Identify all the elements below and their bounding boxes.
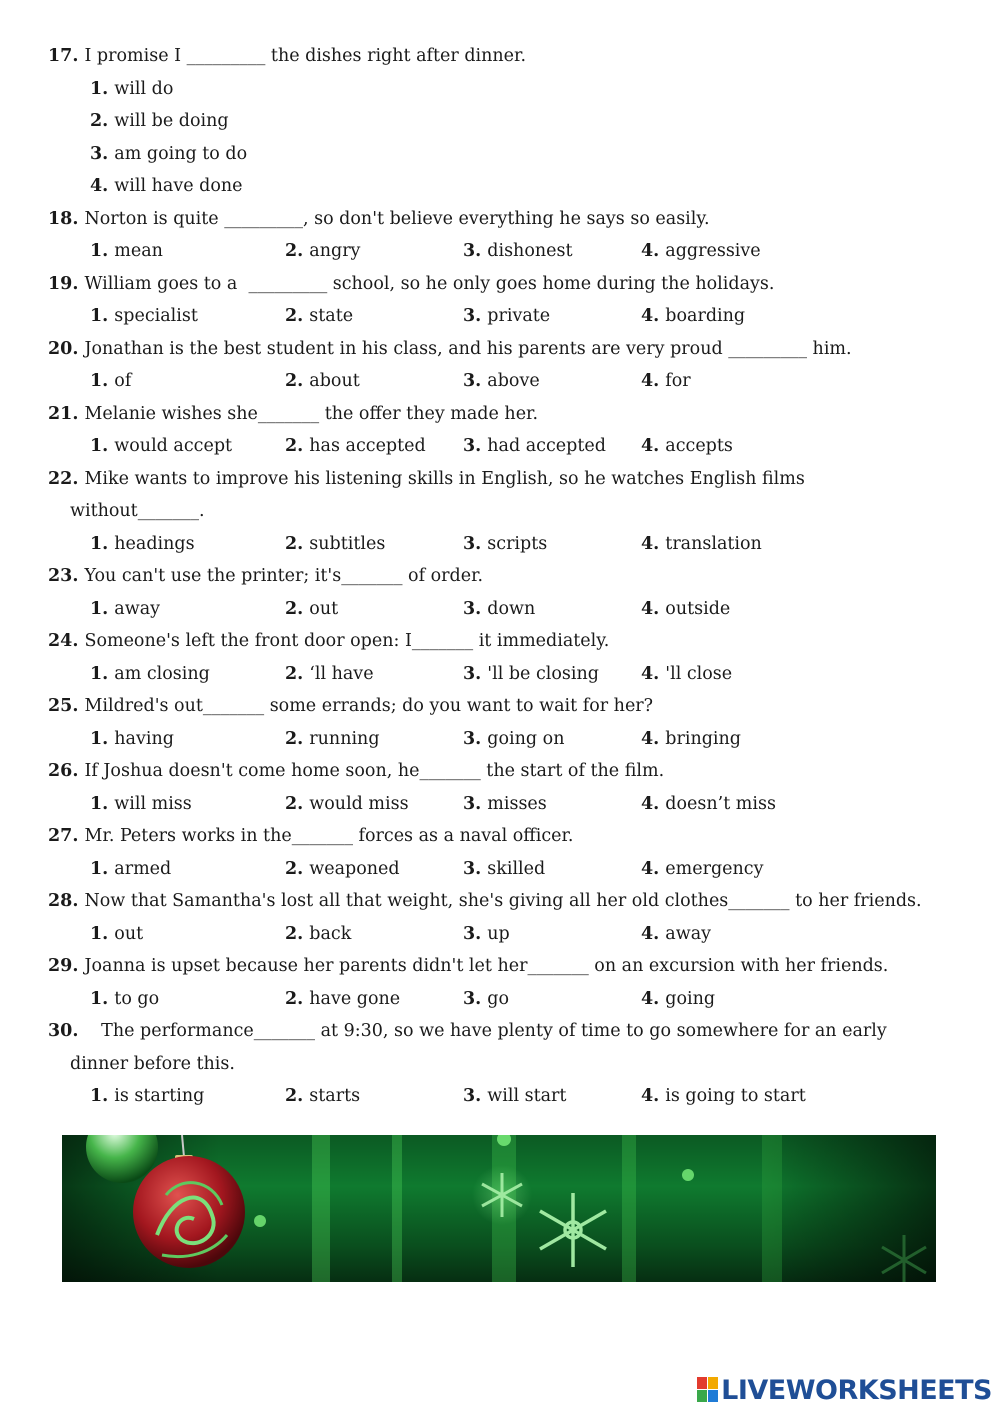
- option-number: 3.: [463, 598, 482, 619]
- option-text: am closing: [114, 663, 210, 684]
- option-number: 1.: [90, 793, 109, 814]
- question-text: [48, 955, 888, 977]
- option-number: 1.: [90, 533, 109, 554]
- option-text: mean: [114, 241, 163, 261]
- question-text-continued: [70, 1053, 235, 1075]
- option-number: 4.: [641, 793, 660, 814]
- option-number: 2.: [285, 241, 304, 261]
- option-text: to go: [114, 988, 160, 1009]
- option-text: of: [114, 371, 132, 391]
- brand-name: LIVEWORKSHEETS: [721, 1374, 992, 1406]
- option-number: 4.: [641, 923, 660, 944]
- option-number: 1.: [90, 728, 109, 749]
- question-number: 19.: [48, 273, 79, 294]
- option-number: 1.: [90, 663, 109, 684]
- question-text: [48, 1020, 887, 1042]
- light-streaks: [312, 1135, 782, 1282]
- option-number: 4.: [641, 533, 660, 554]
- option-text: down: [487, 598, 536, 619]
- option-text: has accepted: [309, 436, 426, 456]
- snowflake-icon: [882, 1235, 926, 1282]
- banner-art: [62, 1135, 936, 1282]
- answer-option[interactable]: [463, 240, 573, 262]
- option-text: is going to start: [665, 1086, 806, 1106]
- answer-option[interactable]: [463, 793, 547, 815]
- answer-option[interactable]: [90, 78, 173, 100]
- option-text: armed: [114, 858, 172, 879]
- option-text: ‘ll have: [309, 663, 374, 684]
- liveworksheets-logo: [697, 1373, 992, 1407]
- option-text: starts: [309, 1086, 361, 1106]
- option-number: 2.: [285, 793, 304, 814]
- option-text: accepts: [665, 436, 733, 456]
- option-text: am going to do: [114, 143, 248, 164]
- option-number: 2.: [285, 858, 304, 879]
- option-text: emergency: [665, 858, 764, 879]
- option-number: 3.: [463, 436, 482, 456]
- option-number: 3.: [463, 858, 482, 879]
- answer-option[interactable]: [641, 858, 763, 880]
- option-number: 2.: [285, 663, 304, 684]
- option-number: 3.: [90, 143, 109, 164]
- option-text: away: [665, 923, 712, 944]
- question-number: 23.: [48, 566, 79, 586]
- option-number: 3.: [463, 241, 482, 261]
- answer-option[interactable]: [641, 663, 732, 685]
- question-stem: The performance_______ at 9:30, so we have plenty of time to go somewhere for an early: [84, 1021, 887, 1041]
- question-text: [48, 468, 805, 490]
- question-number: 28.: [48, 891, 79, 911]
- option-number: 1.: [90, 78, 109, 99]
- option-text: will start: [487, 1086, 567, 1106]
- answer-option[interactable]: [90, 305, 198, 327]
- option-text: outside: [665, 598, 731, 619]
- answer-option[interactable]: [285, 598, 338, 620]
- option-number: 1.: [90, 306, 109, 326]
- option-number: 2.: [285, 923, 304, 944]
- answer-option[interactable]: [285, 533, 385, 555]
- answer-option[interactable]: [90, 175, 243, 197]
- answer-option[interactable]: [285, 1085, 360, 1107]
- option-number: 4.: [641, 988, 660, 1009]
- option-number: 4.: [641, 598, 660, 619]
- option-text: going on: [487, 728, 565, 749]
- answer-option[interactable]: [285, 240, 360, 262]
- answer-option[interactable]: [90, 728, 174, 750]
- option-text: will have done: [114, 176, 243, 196]
- option-number: 1.: [90, 1086, 109, 1106]
- option-number: 2.: [285, 988, 304, 1009]
- option-number: 2.: [285, 306, 304, 326]
- answer-option[interactable]: [90, 793, 192, 815]
- question-number: 29.: [48, 956, 79, 976]
- option-number: 3.: [463, 793, 482, 814]
- option-number: 1.: [90, 371, 109, 391]
- question-stem: Mr. Peters works in the_______ forces as a naval officer.: [84, 826, 574, 846]
- option-number: 3.: [463, 663, 482, 684]
- answer-option[interactable]: [641, 533, 762, 555]
- option-text: out: [114, 923, 144, 944]
- option-text: subtitles: [309, 533, 386, 554]
- option-number: 3.: [463, 533, 482, 554]
- question-stem: I promise I _________ the dishes right after dinner.: [84, 46, 527, 66]
- option-text: specialist: [114, 306, 198, 326]
- answer-option[interactable]: [285, 728, 380, 750]
- option-number: 3.: [463, 728, 482, 749]
- question-number: 26.: [48, 761, 79, 781]
- option-text: boarding: [665, 306, 746, 326]
- option-number: 4.: [641, 728, 660, 749]
- option-text: go: [487, 988, 510, 1009]
- answer-option[interactable]: [463, 923, 510, 945]
- option-number: 2.: [285, 436, 304, 456]
- option-text: weaponed: [309, 858, 400, 879]
- option-text: scripts: [487, 533, 548, 554]
- answer-option[interactable]: [641, 435, 733, 457]
- question-text: [48, 45, 526, 67]
- answer-option[interactable]: [463, 533, 547, 555]
- option-text: out: [309, 598, 339, 619]
- option-text: have gone: [309, 988, 401, 1009]
- option-number: 2.: [285, 728, 304, 749]
- question-number: 25.: [48, 696, 79, 716]
- answer-option[interactable]: [641, 1085, 806, 1107]
- option-text: back: [309, 923, 352, 944]
- question-text: [48, 825, 573, 847]
- answer-option[interactable]: [641, 728, 741, 750]
- question-stem: If Joshua doesn't come home soon, he_______ the start of the film.: [84, 761, 665, 781]
- answer-option[interactable]: [285, 663, 374, 685]
- option-text: angry: [309, 241, 361, 261]
- question-stem: Norton is quite _________, so don't believe everything he says so easily.: [84, 208, 710, 229]
- option-number: 3.: [463, 371, 482, 391]
- sparkle-dot: [254, 1215, 266, 1227]
- option-number: 1.: [90, 923, 109, 944]
- question-stem: Now that Samantha's lost all that weight, she's giving all her old clothes_______ to her friends.: [84, 891, 922, 911]
- option-number: 4.: [641, 306, 660, 326]
- option-text: translation: [665, 533, 762, 554]
- question-stem: dinner before this.: [70, 1053, 235, 1074]
- option-text: state: [309, 306, 354, 326]
- option-text: would miss: [309, 793, 409, 814]
- option-text: up: [487, 923, 510, 944]
- answer-option[interactable]: [90, 923, 143, 945]
- answer-option[interactable]: [90, 858, 171, 880]
- option-text: for: [665, 371, 691, 391]
- option-text: headings: [114, 533, 195, 554]
- question-number: 21.: [48, 403, 79, 424]
- option-number: 1.: [90, 436, 109, 456]
- answer-option[interactable]: [90, 143, 247, 165]
- answer-option[interactable]: [641, 240, 761, 262]
- option-number: 3.: [463, 1086, 482, 1106]
- question-number: 18.: [48, 208, 79, 229]
- question-text: [48, 403, 538, 425]
- answer-option[interactable]: [463, 858, 545, 880]
- answer-option[interactable]: [641, 793, 776, 815]
- option-number: 4.: [641, 858, 660, 879]
- answer-option[interactable]: [641, 988, 715, 1010]
- answer-option[interactable]: [463, 1085, 566, 1107]
- option-text: is starting: [114, 1086, 205, 1106]
- option-text: had accepted: [487, 436, 606, 456]
- answer-option[interactable]: [285, 370, 360, 392]
- option-number: 2.: [285, 1086, 304, 1106]
- answer-option[interactable]: [90, 533, 195, 555]
- option-text: misses: [487, 793, 547, 814]
- question-stem: Mike wants to improve his listening skills in English, so he watches English films: [84, 468, 805, 489]
- answer-option[interactable]: [90, 435, 232, 457]
- answer-option[interactable]: [90, 598, 160, 620]
- question-number: 30.: [48, 1021, 79, 1041]
- question-text: [48, 760, 664, 782]
- question-text: [48, 565, 483, 587]
- option-number: 1.: [90, 241, 109, 261]
- question-text: [48, 273, 774, 295]
- option-text: above: [487, 371, 540, 391]
- option-text: would accept: [114, 436, 233, 456]
- answer-option[interactable]: [463, 598, 535, 620]
- logo-badge-icon: [697, 1377, 719, 1403]
- option-text: dishonest: [487, 241, 573, 261]
- christmas-banner: [62, 1135, 936, 1282]
- option-text: will miss: [114, 793, 192, 814]
- option-number: 3.: [463, 988, 482, 1009]
- option-number: 4.: [641, 663, 660, 684]
- answer-option[interactable]: [285, 435, 426, 457]
- answer-option[interactable]: [641, 923, 711, 945]
- question-stem: Melanie wishes she_______ the offer they made her.: [84, 403, 539, 424]
- question-number: 20.: [48, 338, 79, 359]
- question-stem: Jonathan is the best student in his class, and his parents are very proud _________ him.: [84, 338, 852, 359]
- option-text: running: [309, 728, 380, 749]
- answer-option[interactable]: [463, 663, 599, 685]
- option-number: 4.: [641, 436, 660, 456]
- answer-option[interactable]: [90, 110, 229, 132]
- option-number: 2.: [285, 598, 304, 619]
- question-number: 22.: [48, 468, 79, 489]
- option-text: aggressive: [665, 241, 761, 261]
- option-number: 2.: [285, 371, 304, 391]
- option-number: 1.: [90, 598, 109, 619]
- question-stem: William goes to a _________ school, so he only goes home during the holidays.: [84, 273, 775, 294]
- answer-option[interactable]: [90, 1085, 204, 1107]
- option-text: bringing: [665, 728, 741, 749]
- answer-option[interactable]: [285, 305, 353, 327]
- question-text-continued: [70, 500, 205, 522]
- answer-option[interactable]: [285, 793, 409, 815]
- question-text: [48, 890, 922, 912]
- answer-option[interactable]: [463, 305, 550, 327]
- option-text: 'll close: [665, 663, 733, 684]
- option-text: having: [114, 728, 174, 749]
- answer-option[interactable]: [641, 305, 745, 327]
- answer-option[interactable]: [90, 370, 131, 392]
- question-number: 27.: [48, 826, 79, 846]
- option-number: 3.: [463, 306, 482, 326]
- answer-option[interactable]: [90, 663, 210, 685]
- question-stem: You can't use the printer; it's_______ of order.: [84, 566, 484, 586]
- option-number: 2.: [285, 533, 304, 554]
- answer-option[interactable]: [463, 728, 564, 750]
- option-number: 4.: [641, 371, 660, 391]
- option-number: 1.: [90, 988, 109, 1009]
- option-number: 2.: [90, 111, 109, 131]
- option-text: about: [309, 371, 360, 391]
- answer-option[interactable]: [463, 370, 540, 392]
- question-number: 17.: [48, 46, 79, 66]
- option-text: private: [487, 306, 551, 326]
- option-number: 1.: [90, 858, 109, 879]
- answer-option[interactable]: [463, 988, 509, 1010]
- option-text: will be doing: [114, 111, 229, 131]
- option-text: will do: [114, 78, 174, 99]
- sparkle-dot: [682, 1169, 694, 1181]
- question-text: [48, 630, 609, 652]
- question-text: [48, 695, 653, 717]
- option-number: 4.: [641, 1086, 660, 1106]
- question-stem: Someone's left the front door open: I_______ it immediately.: [84, 631, 610, 651]
- question-text: [48, 338, 852, 360]
- answer-option[interactable]: [90, 988, 159, 1010]
- answer-option[interactable]: [463, 435, 606, 457]
- option-text: away: [114, 598, 161, 619]
- snowflake-icon: [540, 1193, 606, 1267]
- answer-option[interactable]: [285, 858, 400, 880]
- answer-option[interactable]: [285, 923, 351, 945]
- option-text: skilled: [487, 858, 546, 879]
- question-stem: without_______.: [70, 501, 205, 521]
- question-number: 24.: [48, 631, 79, 651]
- answer-option[interactable]: [641, 370, 691, 392]
- answer-option[interactable]: [641, 598, 730, 620]
- question-stem: Joanna is upset because her parents didn't let her_______ on an excursion with her friends.: [84, 956, 889, 976]
- option-number: 4.: [641, 241, 660, 261]
- answer-option[interactable]: [285, 988, 400, 1010]
- option-text: going: [665, 988, 716, 1009]
- question-text: [48, 208, 710, 230]
- option-number: 4.: [90, 176, 109, 196]
- option-text: doesn’t miss: [665, 793, 776, 814]
- option-number: 3.: [463, 923, 482, 944]
- question-stem: Mildred's out_______ some errands; do you want to wait for her?: [84, 696, 654, 716]
- option-text: 'll be closing: [487, 663, 599, 684]
- answer-option[interactable]: [90, 240, 163, 262]
